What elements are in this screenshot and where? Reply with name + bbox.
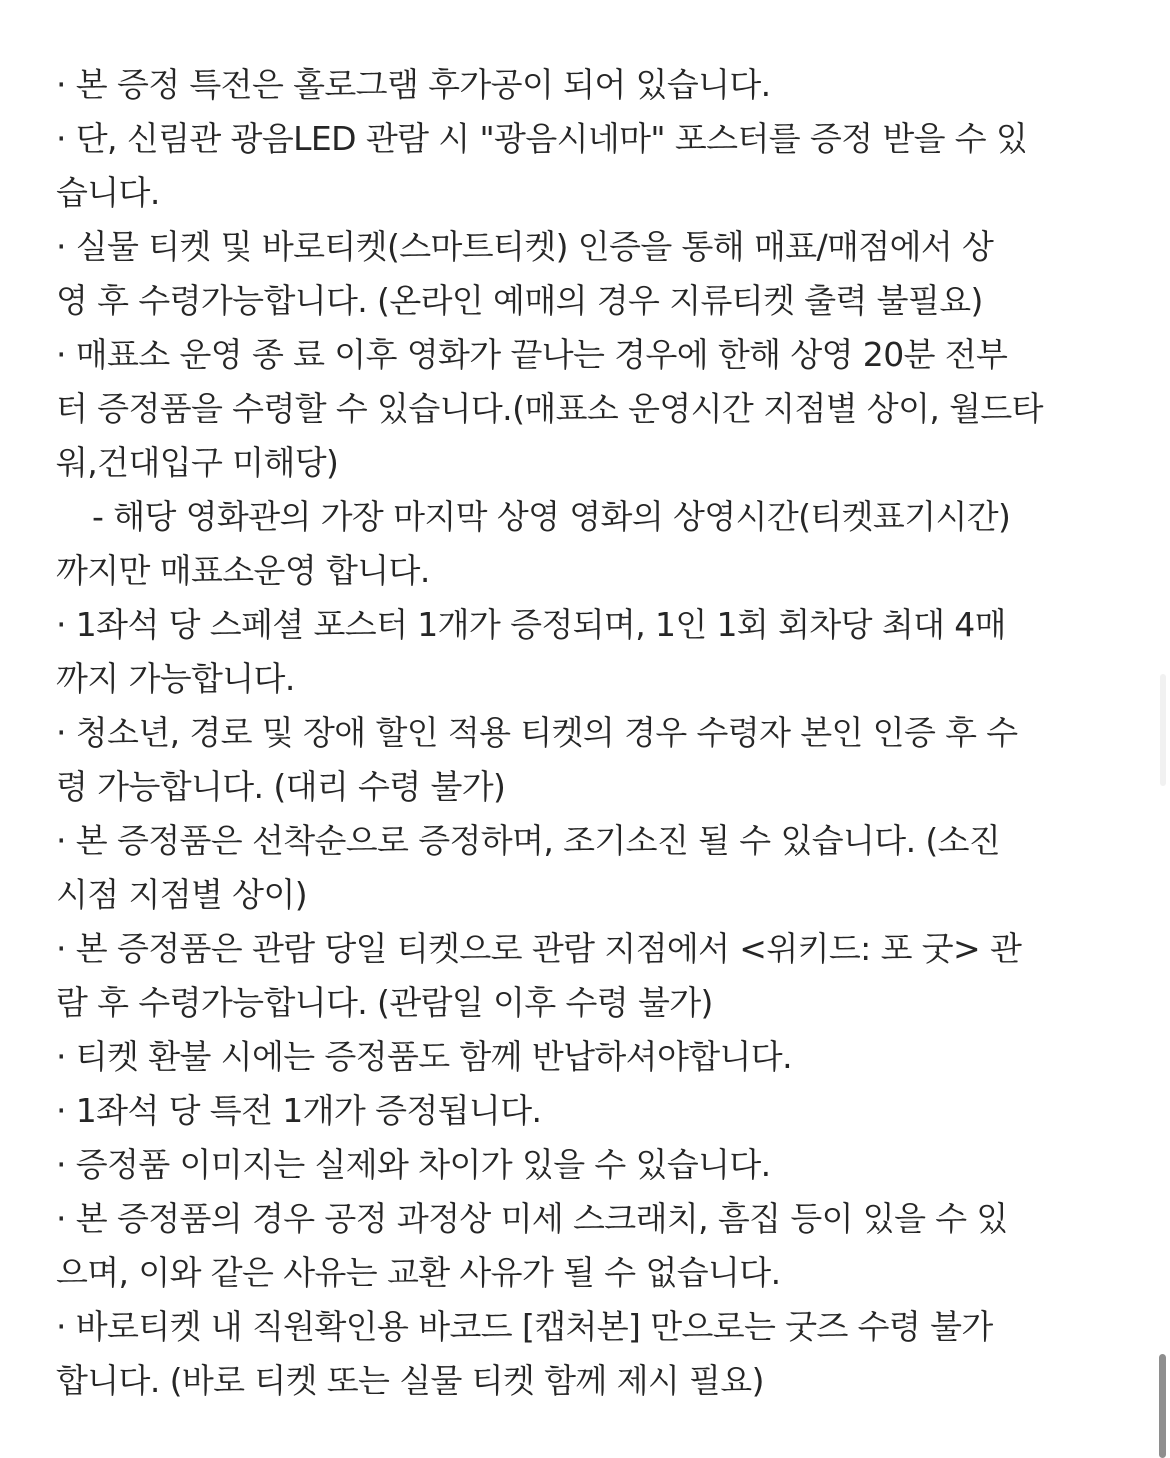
notice-line: · 본 증정품은 선착순으로 증정하며, 조기소진 될 수 있습니다. (소진 [56,821,1001,860]
notice-line: · 본 증정품의 경우 공정 과정상 미세 스크래치, 흠집 등이 있을 수 있 [56,1199,1008,1238]
notice-line: 시점 지점별 상이) [56,875,308,914]
notice-line: 으며, 이와 같은 사유는 교환 사유가 될 수 없습니다. [56,1253,781,1292]
notice-line: 까지 가능합니다. [56,659,295,698]
notice-line: · 단, 신림관 광음LED 관람 시 "광음시네마" 포스터를 증정 받을 수 있 [56,119,1028,158]
notice-line: 합니다. (바로 티켓 또는 실물 티켓 함께 제시 필요) [56,1361,764,1400]
notice-line: 터 증정품을 수령할 수 있습니다.(매표소 운영시간 지점별 상이, 월드타 [56,389,1043,428]
notice-line: · 매표소 운영 종 료 이후 영화가 끝나는 경우에 한해 상영 20분 전부 [56,335,1008,374]
notice-line: · 본 증정 특전은 홀로그램 후가공이 되어 있습니다. [56,65,771,104]
notice-line: 영 후 수령가능합니다. (온라인 예매의 경우 지류티켓 출력 불필요) [56,281,983,320]
notice-line: · 청소년, 경로 및 장애 할인 적용 티켓의 경우 수령자 본인 인증 후 수 [56,713,1018,752]
notice-line: · 1좌석 당 스페셜 포스터 1개가 증정되며, 1인 1회 회차당 최대 4매 [56,605,1006,644]
notice-line: · 본 증정품은 관람 당일 티켓으로 관람 지점에서 <위키드: 포 굿> 관 [56,929,1022,968]
notice-line: 까지만 매표소운영 합니다. [56,551,430,590]
notice-sub-line: - 해당 영화관의 가장 마지막 상영 영화의 상영시간(티켓표기시간) [92,497,1011,536]
notice-line: 습니다. [56,173,160,212]
notice-line: · 증정품 이미지는 실제와 차이가 있을 수 있습니다. [56,1145,771,1184]
notice-line: · 실물 티켓 및 바로티켓(스마트티켓) 인증을 통해 매표/매점에서 상 [56,227,994,266]
notice-line: 령 가능합니다. (대리 수령 불가) [56,767,506,806]
notice-line: · 바로티켓 내 직원확인용 바코드 [캡처본] 만으로는 굿즈 수령 불가 [56,1307,993,1346]
scrollbar-thumb[interactable] [1159,1354,1166,1458]
notice-line: · 티켓 환불 시에는 증정품도 함께 반납하셔야합니다. [56,1037,792,1076]
notice-text-block [56,58,1118,1408]
scrollbar-track-highlight [1160,674,1166,786]
notice-line: · 1좌석 당 특전 1개가 증정됩니다. [56,1091,542,1130]
notice-line: 람 후 수령가능합니다. (관람일 이후 수령 불가) [56,983,713,1022]
notice-line: 워,건대입구 미해당) [56,443,339,482]
